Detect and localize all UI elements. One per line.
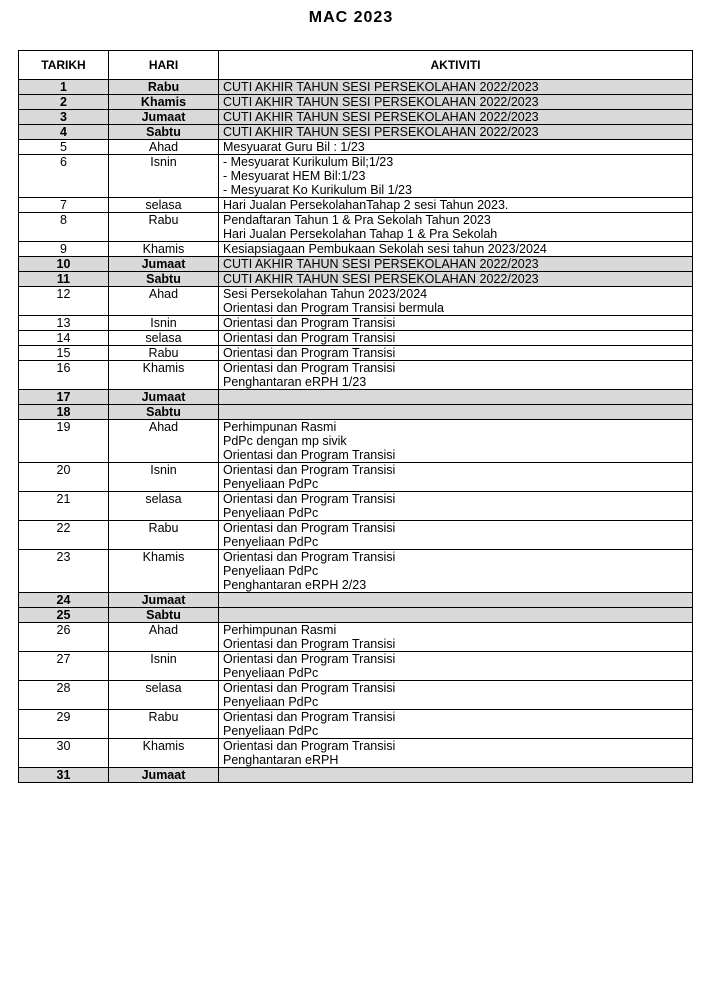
date-cell: 24 <box>19 593 109 608</box>
activity-cell <box>219 95 693 110</box>
activity-cell <box>219 361 693 390</box>
page-title: MAC 2023 <box>308 9 394 26</box>
activity-line: Penghantaran eRPH 2/23 <box>223 578 367 592</box>
table-row <box>19 390 693 405</box>
activity-cell <box>219 739 693 768</box>
calendar-table <box>18 50 693 783</box>
day-cell: Khamis <box>109 242 219 257</box>
day-cell: Rabu <box>109 521 219 550</box>
activity-line: CUTI AKHIR TAHUN SESI PERSEKOLAHAN 2022/2023 <box>223 80 539 94</box>
day-cell: Rabu <box>109 213 219 242</box>
day-cell: Jumaat <box>109 768 219 783</box>
table-row <box>19 110 693 125</box>
date-cell: 20 <box>19 463 109 492</box>
table-row <box>19 272 693 287</box>
table-row <box>19 155 693 198</box>
day-cell: selasa <box>109 681 219 710</box>
header-day: HARI <box>109 51 219 80</box>
table-row <box>19 463 693 492</box>
date-cell: 19 <box>19 420 109 463</box>
table-row <box>19 593 693 608</box>
date-cell: 12 <box>19 287 109 316</box>
table-row <box>19 739 693 768</box>
header-activity: AKTIVITI <box>219 51 693 80</box>
table-row <box>19 681 693 710</box>
day-cell: Ahad <box>109 140 219 155</box>
activity-line: Hari Jualan PersekolahanTahap 2 sesi Tahun 2023. <box>223 198 509 212</box>
day-cell: Isnin <box>109 463 219 492</box>
day-cell: Rabu <box>109 346 219 361</box>
activity-line: Mesyuarat Guru Bil : 1/23 <box>223 140 365 154</box>
day-cell: Isnin <box>109 155 219 198</box>
activity-line: CUTI AKHIR TAHUN SESI PERSEKOLAHAN 2022/2023 <box>223 125 539 139</box>
table-row <box>19 242 693 257</box>
day-cell: selasa <box>109 198 219 213</box>
activity-cell <box>219 521 693 550</box>
day-cell: Isnin <box>109 652 219 681</box>
activity-cell <box>219 331 693 346</box>
activity-cell <box>219 242 693 257</box>
date-cell: 22 <box>19 521 109 550</box>
date-cell: 2 <box>19 95 109 110</box>
activity-line: Orientasi dan Program Transisi <box>223 550 396 564</box>
table-row <box>19 405 693 420</box>
activity-cell <box>219 681 693 710</box>
day-cell: Jumaat <box>109 257 219 272</box>
activity-line: - Mesyuarat Kurikulum Bil;1/23 <box>223 155 394 169</box>
activity-line: Orientasi dan Program Transisi <box>223 637 396 651</box>
date-cell: 11 <box>19 272 109 287</box>
date-cell: 3 <box>19 110 109 125</box>
activity-line: CUTI AKHIR TAHUN SESI PERSEKOLAHAN 2022/2023 <box>223 95 539 109</box>
date-cell: 9 <box>19 242 109 257</box>
activity-cell <box>219 405 693 420</box>
day-cell: Ahad <box>109 623 219 652</box>
activity-line: Penyeliaan PdPc <box>223 506 319 520</box>
activity-cell <box>219 155 693 198</box>
table-row <box>19 623 693 652</box>
activity-cell <box>219 492 693 521</box>
day-cell: Sabtu <box>109 608 219 623</box>
date-cell: 25 <box>19 608 109 623</box>
day-cell: Jumaat <box>109 110 219 125</box>
activity-line: Orientasi dan Program Transisi <box>223 521 396 535</box>
day-cell: Isnin <box>109 316 219 331</box>
date-cell: 5 <box>19 140 109 155</box>
date-cell: 16 <box>19 361 109 390</box>
activity-cell <box>219 420 693 463</box>
activity-line: Orientasi dan Program Transisi <box>223 448 396 462</box>
table-row <box>19 140 693 155</box>
activity-line: Pendaftaran Tahun 1 & Pra Sekolah Tahun 2023 <box>223 213 491 227</box>
activity-line <box>223 593 688 607</box>
day-cell: Khamis <box>109 361 219 390</box>
activity-cell <box>219 316 693 331</box>
activity-cell <box>219 463 693 492</box>
table-row <box>19 550 693 593</box>
activity-cell <box>219 80 693 95</box>
activity-line: Kesiapsiagaan Pembukaan Sekolah sesi tahun 2023/2024 <box>223 242 547 256</box>
day-cell: Sabtu <box>109 272 219 287</box>
activity-cell <box>219 550 693 593</box>
table-header <box>19 51 693 80</box>
activity-line: Orientasi dan Program Transisi <box>223 681 396 695</box>
date-cell: 1 <box>19 80 109 95</box>
date-cell: 6 <box>19 155 109 198</box>
activity-line: Penyeliaan PdPc <box>223 724 319 738</box>
activity-cell <box>219 608 693 623</box>
day-cell: Sabtu <box>109 405 219 420</box>
date-cell: 27 <box>19 652 109 681</box>
header-row <box>19 51 693 80</box>
table-row <box>19 80 693 95</box>
activity-line: CUTI AKHIR TAHUN SESI PERSEKOLAHAN 2022/2023 <box>223 110 539 124</box>
table-row <box>19 346 693 361</box>
table-row <box>19 331 693 346</box>
date-cell: 13 <box>19 316 109 331</box>
table-row <box>19 316 693 331</box>
date-cell: 17 <box>19 390 109 405</box>
table-row <box>19 652 693 681</box>
day-cell: selasa <box>109 492 219 521</box>
activity-line <box>223 608 688 622</box>
activity-line: Orientasi dan Program Transisi <box>223 331 396 345</box>
date-cell: 15 <box>19 346 109 361</box>
table-body <box>19 80 693 783</box>
day-cell: Rabu <box>109 80 219 95</box>
date-cell: 21 <box>19 492 109 521</box>
date-cell: 18 <box>19 405 109 420</box>
activity-line: Perhimpunan Rasmi <box>223 420 337 434</box>
activity-cell <box>219 272 693 287</box>
activity-line: Hari Jualan Persekolahan Tahap 1 & Pra Sekolah <box>223 227 498 241</box>
table-row <box>19 125 693 140</box>
activity-line <box>223 405 688 419</box>
activity-line: Orientasi dan Program Transisi bermula <box>223 301 444 315</box>
activity-line <box>223 390 688 404</box>
activity-line: Sesi Persekolahan Tahun 2023/2024 <box>223 287 428 301</box>
activity-line: Perhimpunan Rasmi <box>223 623 337 637</box>
day-cell: selasa <box>109 331 219 346</box>
date-cell: 23 <box>19 550 109 593</box>
activity-line: Penyeliaan PdPc <box>223 695 319 709</box>
activity-cell <box>219 623 693 652</box>
activity-cell <box>219 652 693 681</box>
activity-cell <box>219 110 693 125</box>
activity-line: Penyeliaan PdPc <box>223 666 319 680</box>
activity-cell <box>219 346 693 361</box>
table-row <box>19 213 693 242</box>
activity-line <box>223 768 688 782</box>
activity-line: Penyeliaan PdPc <box>223 477 319 491</box>
activity-cell <box>219 593 693 608</box>
date-cell: 14 <box>19 331 109 346</box>
table-row <box>19 361 693 390</box>
activity-line: Penghantaran eRPH <box>223 753 339 767</box>
day-cell: Khamis <box>109 739 219 768</box>
activity-cell <box>219 257 693 272</box>
date-cell: 30 <box>19 739 109 768</box>
day-cell: Sabtu <box>109 125 219 140</box>
activity-cell <box>219 768 693 783</box>
activity-line: - Mesyuarat Ko Kurikulum Bil 1/23 <box>223 183 412 197</box>
table-row <box>19 768 693 783</box>
activity-line: Penghantaran eRPH 1/23 <box>223 375 367 389</box>
day-cell: Rabu <box>109 710 219 739</box>
activity-line: Orientasi dan Program Transisi <box>223 346 396 360</box>
activity-line: PdPc dengan mp sivik <box>223 434 347 448</box>
table-row <box>19 521 693 550</box>
activity-line: Orientasi dan Program Transisi <box>223 739 396 753</box>
day-cell: Khamis <box>109 550 219 593</box>
table-row <box>19 198 693 213</box>
activity-line: Orientasi dan Program Transisi <box>223 316 396 330</box>
activity-cell <box>219 287 693 316</box>
activity-cell <box>219 390 693 405</box>
table-row <box>19 287 693 316</box>
activity-cell <box>219 140 693 155</box>
date-cell: 29 <box>19 710 109 739</box>
day-cell: Khamis <box>109 95 219 110</box>
activity-cell <box>219 213 693 242</box>
day-cell: Jumaat <box>109 593 219 608</box>
activity-line: Orientasi dan Program Transisi <box>223 652 396 666</box>
activity-line: Orientasi dan Program Transisi <box>223 361 396 375</box>
date-cell: 28 <box>19 681 109 710</box>
table-row <box>19 257 693 272</box>
date-cell: 8 <box>19 213 109 242</box>
table-row <box>19 492 693 521</box>
activity-cell <box>219 125 693 140</box>
table-row <box>19 420 693 463</box>
activity-line: Orientasi dan Program Transisi <box>223 710 396 724</box>
activity-line: Orientasi dan Program Transisi <box>223 492 396 506</box>
day-cell: Jumaat <box>109 390 219 405</box>
day-cell: Ahad <box>109 287 219 316</box>
date-cell: 31 <box>19 768 109 783</box>
date-cell: 4 <box>19 125 109 140</box>
date-cell: 26 <box>19 623 109 652</box>
activity-line: CUTI AKHIR TAHUN SESI PERSEKOLAHAN 2022/2023 <box>223 272 539 286</box>
table-row <box>19 95 693 110</box>
activity-line: Penyeliaan PdPc <box>223 564 319 578</box>
activity-line: Penyeliaan PdPc <box>223 535 319 549</box>
activity-line: CUTI AKHIR TAHUN SESI PERSEKOLAHAN 2022/2023 <box>223 257 539 271</box>
day-cell: Ahad <box>109 420 219 463</box>
date-cell: 7 <box>19 198 109 213</box>
date-cell: 10 <box>19 257 109 272</box>
activity-cell <box>219 710 693 739</box>
activity-line: - Mesyuarat HEM Bil:1/23 <box>223 169 366 183</box>
table-row <box>19 608 693 623</box>
activity-cell <box>219 198 693 213</box>
activity-line: Orientasi dan Program Transisi <box>223 463 396 477</box>
table-row <box>19 710 693 739</box>
header-date: TARIKH <box>19 51 109 80</box>
